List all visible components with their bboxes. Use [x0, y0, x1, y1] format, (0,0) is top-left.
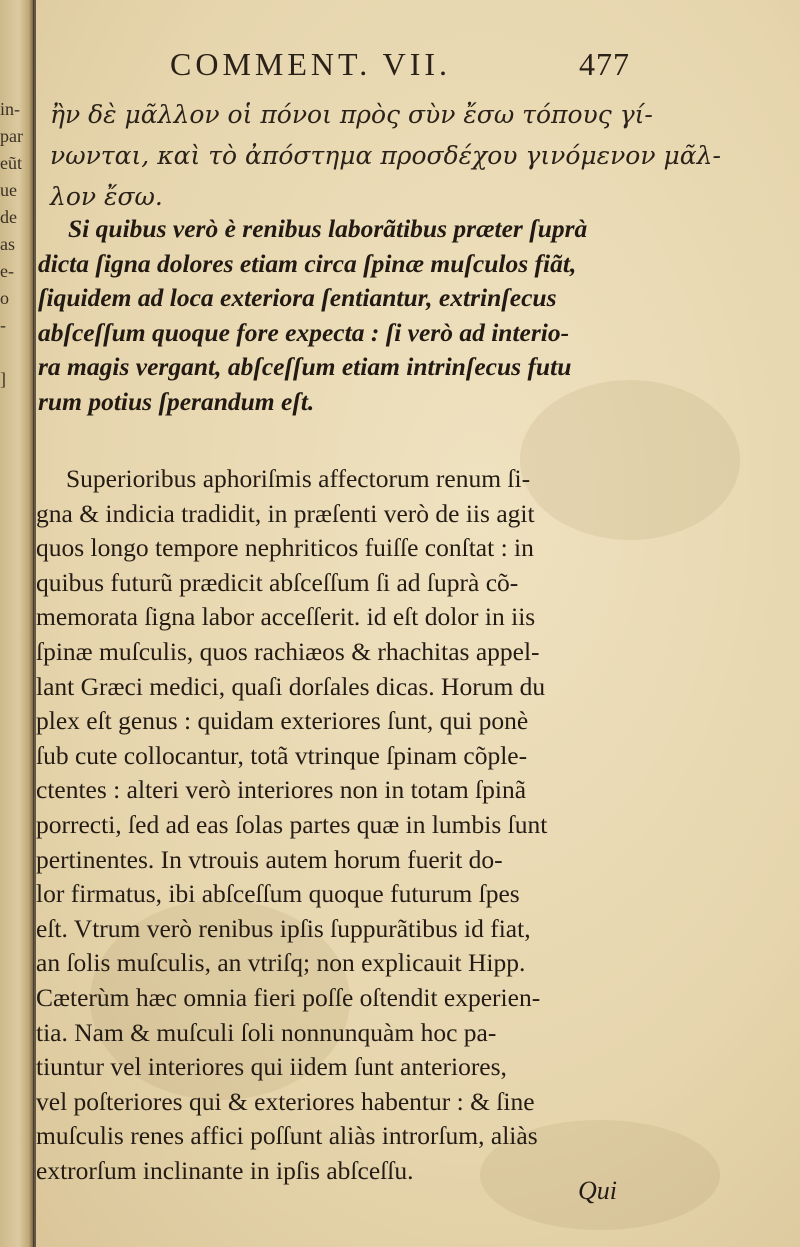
- commentary-line: extrorſum inclinante in ipſis abſceſſu.: [36, 1155, 414, 1185]
- commentary-line: tia. Nam & muſculi ſoli nonnunquàm hoc pa-: [36, 1017, 497, 1047]
- commentary-line: ſub cute collocantur, totã vtrinque ſpinam cõple-: [36, 740, 528, 770]
- commentary-line: plex eſt genus : quidam exteriores ſunt, qui ponè: [36, 706, 529, 736]
- greek-line: ἢν δὲ μᾶλλον οἱ πόνοι πρὸς σὺν ἔσω τόπους γί-: [50, 100, 653, 129]
- commentary-line: memorata ſigna labor acceſſerit. id eſt dolor in iis: [36, 602, 536, 632]
- commentary-line: ctentes : alteri verò interiores non in totam ſpinã: [36, 775, 527, 805]
- aphorism-line: abſceſſum quoque fore expecta : ſi verò ad interio-: [38, 317, 570, 347]
- aphorism-line: Si quibus verò è renibus laborãtibus præter ſuprà: [68, 214, 588, 243]
- fragment-line: in-: [0, 99, 20, 119]
- commentary-line: Cæterùm hæc omnia fieri poſſe oſtendit experien-: [36, 982, 541, 1012]
- fragment-line: as: [0, 234, 15, 254]
- greek-line: λον ἔσω.: [50, 182, 163, 211]
- commentary-line: quos longo tempore nephriticos fuiſſe conſtat : in: [36, 533, 534, 563]
- latin-aphorism-block: [38, 212, 638, 419]
- fragment-line: par: [0, 126, 23, 146]
- page-header: [170, 46, 630, 86]
- fragment-line: [0, 339, 30, 366]
- commentary-line: porrecti, ſed ad eas ſolas partes quæ in lumbis ſunt: [36, 809, 548, 839]
- fragment-line: e-: [0, 261, 14, 281]
- commentary-line: Superioribus aphoriſmis affectorum renum ſi-: [66, 464, 531, 493]
- fragment-line: o: [0, 288, 9, 308]
- fragment-line: -: [0, 315, 6, 335]
- commentary-line: lor firmatus, ibi abſceſſum quoque futurum ſpes: [36, 879, 520, 909]
- commentary-line: tiuntur vel interiores qui iidem ſunt anteriores,: [36, 1052, 507, 1082]
- greek-line: νωνται, καὶ τὸ ἀπόστημα προσδέχου γινόμενον μᾶλ-: [50, 141, 721, 170]
- fragment-line: de: [0, 207, 17, 227]
- commentary-block: [36, 462, 632, 1188]
- aphorism-line: dicta ſigna dolores etiam circa ſpinæ muſculos fiãt,: [38, 248, 577, 278]
- catchword: Qui: [578, 1176, 617, 1205]
- commentary-line: quibus futurũ prædicit abſceſſum ſi ad ſuprà cõ-: [36, 567, 519, 597]
- fragment-line: ]: [0, 369, 6, 389]
- aphorism-line: ra magis vergant, abſceſſum etiam intrinſecus futu: [38, 352, 572, 381]
- commentary-line: eſt. Vtrum verò renibus ipſis ſuppurãtibus id fiat,: [36, 913, 531, 943]
- commentary-line: lant Græci medici, quaſi dorſales dicas. Horum du: [36, 671, 546, 701]
- commentary-line: pertinentes. In vtrouis autem horum fuerit do-: [36, 844, 503, 874]
- aphorism-line: ſiquidem ad loca exteriora ſentiantur, extrinſecus: [38, 283, 557, 312]
- commentary-line: an ſolis muſculis, an vtriſq; non explicauit Hipp.: [36, 948, 526, 978]
- page-number: 477: [579, 46, 630, 82]
- commentary-line: muſculis renes affici poſſunt aliàs introrſum, aliàs: [36, 1121, 538, 1151]
- fragment-line: ue: [0, 180, 17, 200]
- commentary-line: gna & indicia tradidit, in præſenti verò de iis agit: [36, 498, 535, 528]
- running-head: COMMENT. VII.: [170, 46, 452, 82]
- adjacent-page-fragments: [0, 96, 30, 393]
- commentary-line: vel poſteriores qui & exteriores habentur : & ſine: [36, 1086, 535, 1116]
- greek-text-block: [50, 94, 721, 217]
- aphorism-line: rum potius ſperandum eſt.: [38, 386, 315, 416]
- fragment-line: eũt: [0, 153, 22, 173]
- commentary-line: ſpinæ muſculis, quos rachiæos & rhachitas appel-: [36, 636, 540, 666]
